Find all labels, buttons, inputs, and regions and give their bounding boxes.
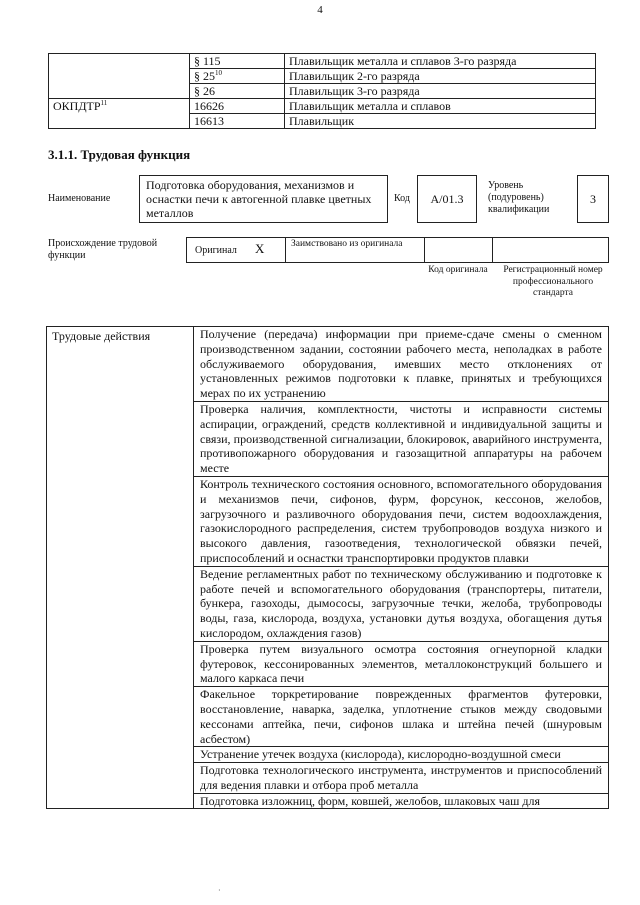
actions-header: Трудовые действия — [47, 327, 194, 809]
name-label: Наименование — [48, 193, 111, 204]
level-label: Уровень (подуровень) квалификации — [488, 180, 550, 215]
function-name-box: Подготовка оборудования, механизмов и оснастки печи к автогенной плавке цветных металлов — [139, 175, 388, 223]
actions-table — [46, 326, 609, 809]
action-item: Устранение утечек воздуха (кислорода), кислородно-воздушной смеси — [194, 747, 609, 763]
table-cell: ОКПДТР$^{11}$ — [49, 99, 190, 129]
table-cell: § $25^{10}$ — [190, 69, 285, 84]
action-item: Подготовка технологического инструмента, инструментов и приспособлений для ведения плавки и отбора проб металла — [194, 763, 609, 794]
table-cell: Плавильщик 2-го разряда — [285, 69, 596, 84]
action-item: Проверка наличия, комплектности, чистоты и исправности системы аспирации, ограждений, средств коллективной и индивидуальной защиты и связи, производственной сигнализации, блокировок, аварийного инструмента, противопожарного оборудования и газозащитной аппаратуры на рабочем месте — [194, 401, 609, 476]
code-original-label: Код оригинала — [428, 265, 488, 275]
table-cell: Плавильщик — [285, 114, 596, 129]
section-title: 3.1.1. Трудовая функция — [48, 147, 191, 162]
table-cell: 16626 — [190, 99, 285, 114]
table-cell: § 115 — [190, 54, 285, 69]
action-item-cut — [194, 793, 609, 808]
origin-label: Происхождение трудовой функции — [48, 238, 158, 261]
original-label: Оригинал — [195, 245, 237, 256]
action-item: Ведение регламентных работ по техническому обслуживанию и подготовке к работе печей и вспомогательного оборудования (транспортеры, питатели, бункера, газоходы, дымососы, загрузочные течки, желоба, трубопроводы воды, газа, кислорода, воздуха, установки дутья воздуха, обогащения дутья кислородом, охлаждения газов) — [194, 566, 609, 641]
table-cell: § 26 — [190, 84, 285, 99]
table-cell — [49, 54, 190, 99]
page-number: 4 — [317, 4, 323, 16]
level-value-box: 3 — [577, 175, 609, 223]
action-item: Подготовка изложниц, форм, ковшей, желобов, шлаковых чаш для — [200, 793, 541, 808]
table-cell: Плавильщик 3-го разряда — [285, 84, 596, 99]
action-item: Контроль технического состояния основного, вспомогательного оборудования и механизмов печи, сифонов, фурм, форсунок, кессонов, желобов, загрузочного и разливочного оборудования печи, систем водоохлаждения, газокислородного распределения, систем трубопроводов воздуха низкого и высокого давления, газоотведения, технологической обвязки печей, приспособлений и оснастки транспортировки продуктов плавки — [194, 476, 609, 566]
divider — [424, 238, 425, 262]
scan-dot: · — [218, 886, 221, 895]
action-item: Проверка путем визуального осмотра состояния огнеупорной кладки футеровок, кессонированных элементов, металлоконструкций большего и малого каркаса печи — [194, 641, 609, 686]
action-item: Факельное торкретирование поврежденных фрагментов футеровки, восстановление, наварка, заделка, уплотнение стыков между сводовыми кессонами аптейка, печи, сифонов шлака и штейна печей (шнуровым асбестом) — [194, 687, 609, 747]
action-item: Получение (передача) информации при приеме-сдаче смены о сменном производственном задании, состоянии рабочего места, неполадках в работе обслуживаемого оборудования, имевших место отклонениях от установленных режимов подготовки к плавке, принятых и требующихся мерах по их устранению — [194, 327, 609, 402]
function-code-box: А/01.3 — [417, 175, 477, 223]
reg-number-label: Регистрационный номер профессионального стандарта — [503, 265, 603, 298]
original-mark: X — [255, 241, 265, 256]
table-cell: 16613 — [190, 114, 285, 129]
table-row — [49, 99, 596, 114]
borrowed-label: Заимствовано из оригинала — [291, 239, 403, 249]
origin-row — [186, 237, 609, 263]
table-cell: Плавильщик металла и сплавов 3-го разряда — [285, 54, 596, 69]
table-row — [49, 54, 596, 69]
divider — [285, 238, 286, 262]
codes-table — [48, 53, 596, 129]
code-label: Код — [394, 193, 410, 204]
table-row — [47, 327, 609, 402]
table-cell: Плавильщик металла и сплавов — [285, 99, 596, 114]
divider — [492, 238, 493, 262]
